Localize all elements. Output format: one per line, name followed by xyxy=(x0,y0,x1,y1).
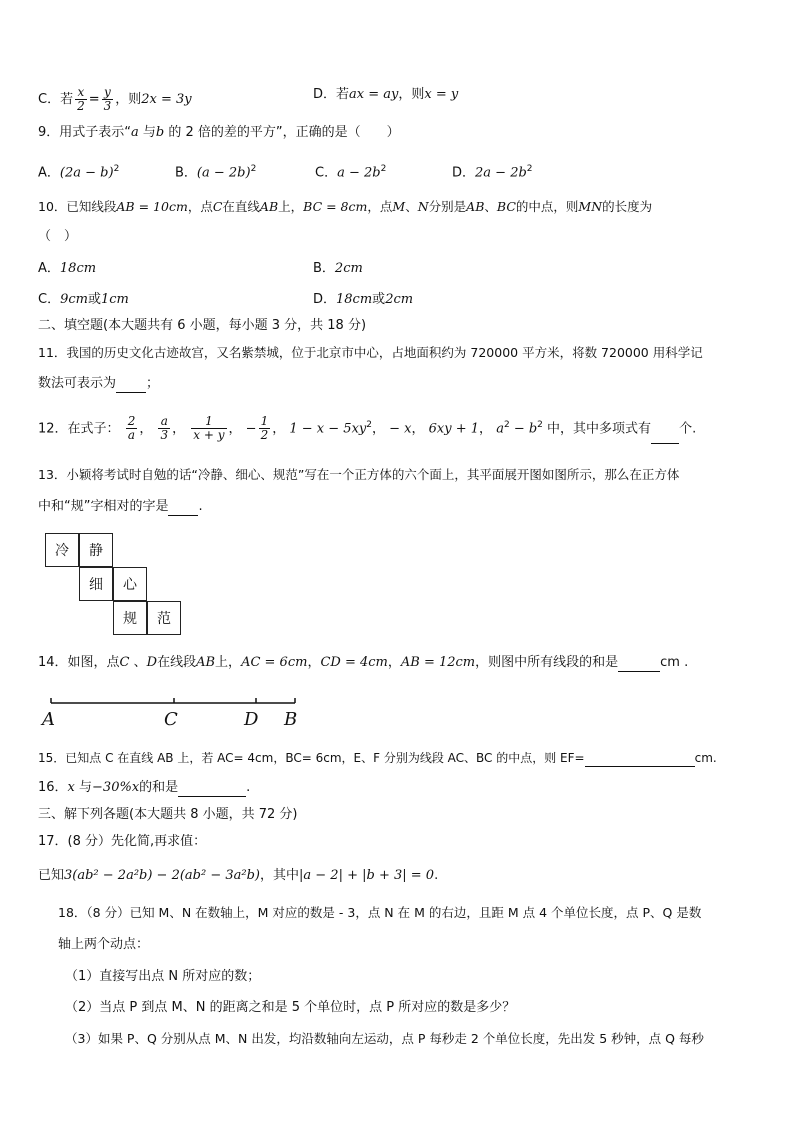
q8-option-c: C．若 $\frac{x}{2}$ = $\frac{y}{3}$ ，则2x = 3y xyxy=(38,85,192,113)
answer-blank[interactable] xyxy=(178,782,246,797)
q16-stem: 16．x 与−30%x的和是 . xyxy=(38,780,251,795)
q12-stem: 12．在式子： $\frac{2}{a}$ ， $\frac{a}{3}$ ， $\frac{1}{x + y}$ ， − $\frac{1}{2}$ ， $1 - x - 5xy^2$， − x， 6xy + 1， $a^2 - b^2$ 中，其中多项式有 个. xyxy=(38,414,697,443)
q18-part-2: （2）当点 P 到点 M、N 的距离之和是 5 个单位时，点 P 所对应的数是多少？ xyxy=(65,1000,516,1015)
answer-blank[interactable] xyxy=(168,501,198,516)
answer-blank[interactable] xyxy=(116,378,146,393)
fraction: $\frac{x}{2}$ xyxy=(77,85,85,113)
q10-stem: 10．已知线段AB = 10cm，点C在直线AB上，BC = 8cm，点M、N分别是AB、BC的中点，则MN的长度为 xyxy=(38,199,653,214)
section-2-title: 二、填空题(本大题共有 6 小题，每小题 3 分，共 18 分) xyxy=(38,318,367,333)
q9-option-a: A．$(2a - b)^2$ xyxy=(38,164,120,181)
q17-head: 17．(8 分）先化简,再求值： xyxy=(38,834,207,849)
net-cell-xin: 心 xyxy=(113,567,147,601)
q13-line-1: 13．小颖将考试时自勉的话“冷静、细心、规范”写在一个正方体的六个面上，其平面展开图如图所示，那么在正方体 xyxy=(38,467,680,482)
q8-option-d: D．若ax = ay，则x = y xyxy=(313,87,459,102)
answer-blank[interactable] xyxy=(651,429,679,444)
q18-part-3: （3）如果 P、Q 分别从点 M、N 出发，均沿数轴向左运动，点 P 每秒走 2 个单位长度，先出发 5 秒钟，点 Q 每秒 xyxy=(65,1031,704,1046)
q15-stem: 15．已知点 C 在直线 AB 上，若 AC= 4cm，BC= 6cm，E、F 分别为线段 AC、BC 的中点，则 EF= cm. xyxy=(38,751,717,765)
answer-blank[interactable] xyxy=(585,752,695,767)
net-cell-leng: 冷 xyxy=(45,533,79,567)
q9-option-c: C．$a - 2b^2$ xyxy=(315,164,387,181)
fraction: $\frac{a}{3}$ xyxy=(160,414,169,443)
point-label-a: A xyxy=(42,709,55,730)
q10-option-d: D．18cm或2cm xyxy=(313,292,414,307)
section-3-title: 三、解下列各题(本大题共 8 小题，共 72 分) xyxy=(38,807,298,822)
q10-paren: （ ） xyxy=(38,229,78,244)
q9-stem: 9．用式子表示“a 与b 的 2 倍的差的平方”，正确的是（ ） xyxy=(38,125,400,140)
q13-line-2: 中和“规”字相对的字是 . xyxy=(38,499,203,514)
q9-option-b: B．$(a - 2b)^2$ xyxy=(175,164,257,181)
point-label-b: B xyxy=(284,709,298,730)
q14-stem: 14．如图，点C 、D在线段AB上，AC = 6cm，CD = 4cm，AB = 12cm，则图中所有线段的和是 cm . xyxy=(38,655,689,670)
q10-option-a: A．18cm xyxy=(38,261,97,276)
q18-line-2: 轴上两个动点： xyxy=(58,937,150,952)
q18-part-1: （1）直接写出点 N 所对应的数； xyxy=(65,969,261,984)
fraction: $\frac{y}{3}$ xyxy=(103,85,112,113)
net-cell-fan: 范 xyxy=(147,601,181,635)
fraction: $\frac{2}{a}$ xyxy=(127,414,136,443)
point-label-d: D xyxy=(244,709,259,730)
q11-line-2: 数法可表示为 ； xyxy=(38,376,160,391)
q9-option-d: D．$2a - 2b^2$ xyxy=(452,164,533,181)
q10-option-c: C．9cm或1cm xyxy=(38,292,129,307)
fraction: $\frac{1}{x + y}$ xyxy=(193,414,225,443)
fraction: $\frac{1}{2}$ xyxy=(260,414,269,443)
point-label-c: C xyxy=(164,709,178,730)
q11-line-1: 11．我国的历史文化古迹故宫，又名紫禁城，位于北京市中心，占地面积约为 720000 平方米，将数 720000 用科学记 xyxy=(38,345,703,360)
net-cell-gui: 规 xyxy=(113,601,147,635)
answer-blank[interactable] xyxy=(618,657,660,672)
net-cell-jing: 静 xyxy=(79,533,113,567)
net-cell-xi: 细 xyxy=(79,567,113,601)
q17-expression: 已知3(ab² − 2a²b) − 2(ab² − 3a²b)，其中|a − 2| + |b + 3| = 0. xyxy=(38,868,439,883)
q18-line-1: 18．（8 分）已知 M、N 在数轴上，M 对应的数是 - 3，点 N 在 M 的右边，且距 M 点 4 个单位长度，点 P、Q 是数 xyxy=(58,905,702,920)
q10-option-b: B．2cm xyxy=(313,261,363,276)
